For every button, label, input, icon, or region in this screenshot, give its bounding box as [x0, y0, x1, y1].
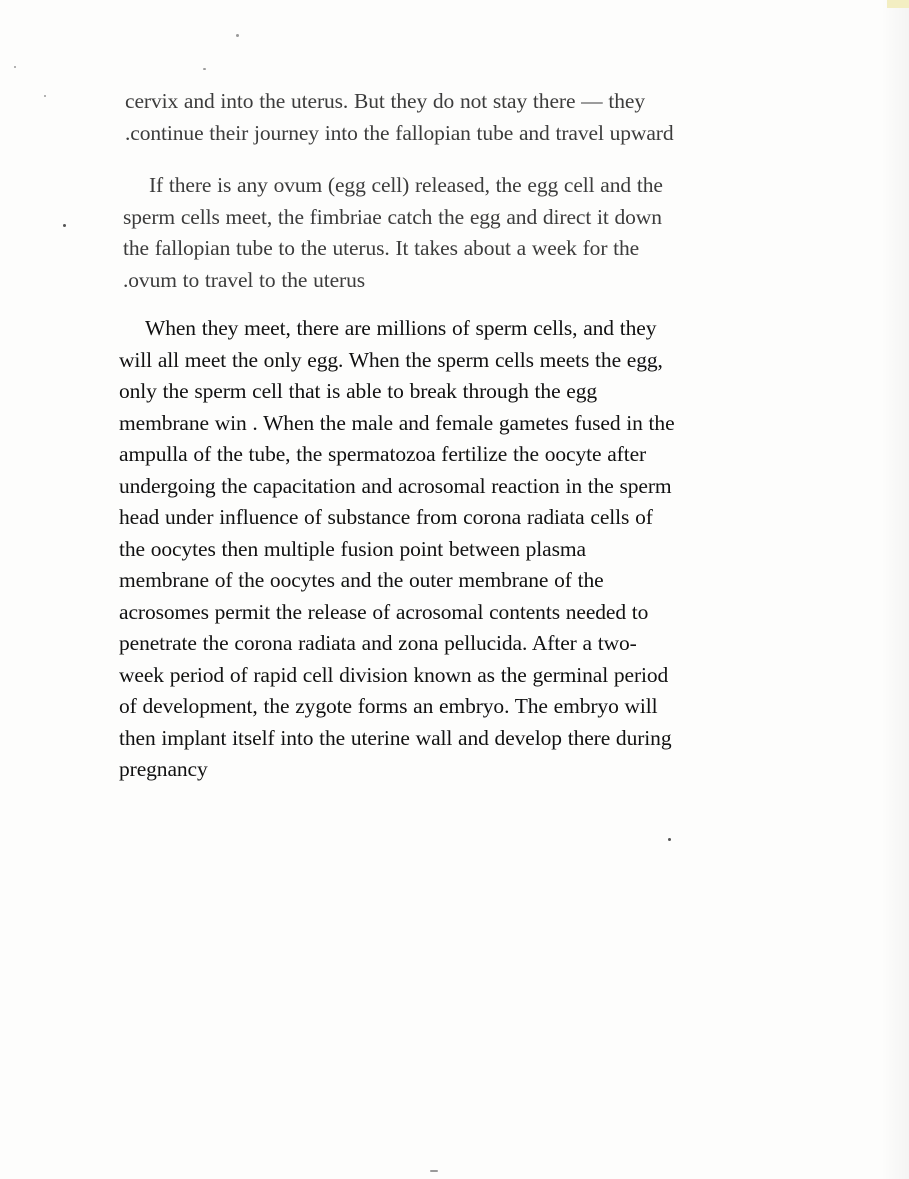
text-line: sperm cells meet, the fimbriae catch the egg and direct it down [123, 204, 662, 229]
text-line: .continue their journey into the fallopian tube and travel upward [125, 120, 674, 145]
text-line: .ovum to travel to the uterus [123, 267, 366, 292]
paragraph-3 [119, 313, 739, 786]
scan-speck [14, 66, 16, 68]
scan-speck [63, 224, 66, 227]
text-line: If there is any ovum (egg cell) released, the egg cell and the [149, 173, 663, 197]
text-line: penetrate the corona radiata and zona pellucida. After a two- [119, 631, 637, 655]
scan-speck [44, 95, 46, 97]
text-line: membrane win . When the male and female gametes fused in the [119, 410, 675, 435]
text-line: the oocytes then multiple fusion point between plasma [119, 536, 586, 561]
text-line: the fallopian tube to the uterus. It takes about a week for the [123, 236, 640, 260]
scan-speck [668, 838, 671, 841]
text-line: head under influence of substance from corona radiata cells of [119, 505, 653, 529]
paragraph-1 [125, 86, 745, 149]
text-line: pregnancy [119, 757, 208, 781]
text-line: only the sperm cell that is able to break through the egg [119, 379, 598, 403]
text-line: ampulla of the tube, the spermatozoa fertilize the oocyte after [119, 442, 647, 466]
text-line: membrane of the oocytes and the outer membrane of the [119, 568, 604, 592]
text-line: acrosomes permit the release of acrosomal contents needed to [119, 599, 649, 624]
scan-speck [236, 34, 239, 37]
text-line: undergoing the capacitation and acrosomal reaction in the sperm [119, 473, 672, 498]
text-line: When they meet, there are millions of sperm cells, and they [145, 316, 657, 340]
text-line: week period of rapid cell division known as the germinal period [119, 662, 669, 687]
scan-speck [203, 68, 206, 70]
text-line: of development, the zygote forms an embryo. The embryo will [119, 694, 658, 718]
text-line: then implant itself into the uterine wall and develop there during [119, 725, 672, 750]
text-line: cervix and into the uterus. But they do not stay there — they [125, 89, 645, 113]
scan-speck [430, 1170, 438, 1172]
paragraph-2 [123, 170, 743, 296]
page-edge-shadow [881, 0, 909, 1179]
corner-mark [887, 0, 909, 8]
text-line: will all meet the only egg. When the sperm cells meets the egg, [119, 347, 663, 372]
